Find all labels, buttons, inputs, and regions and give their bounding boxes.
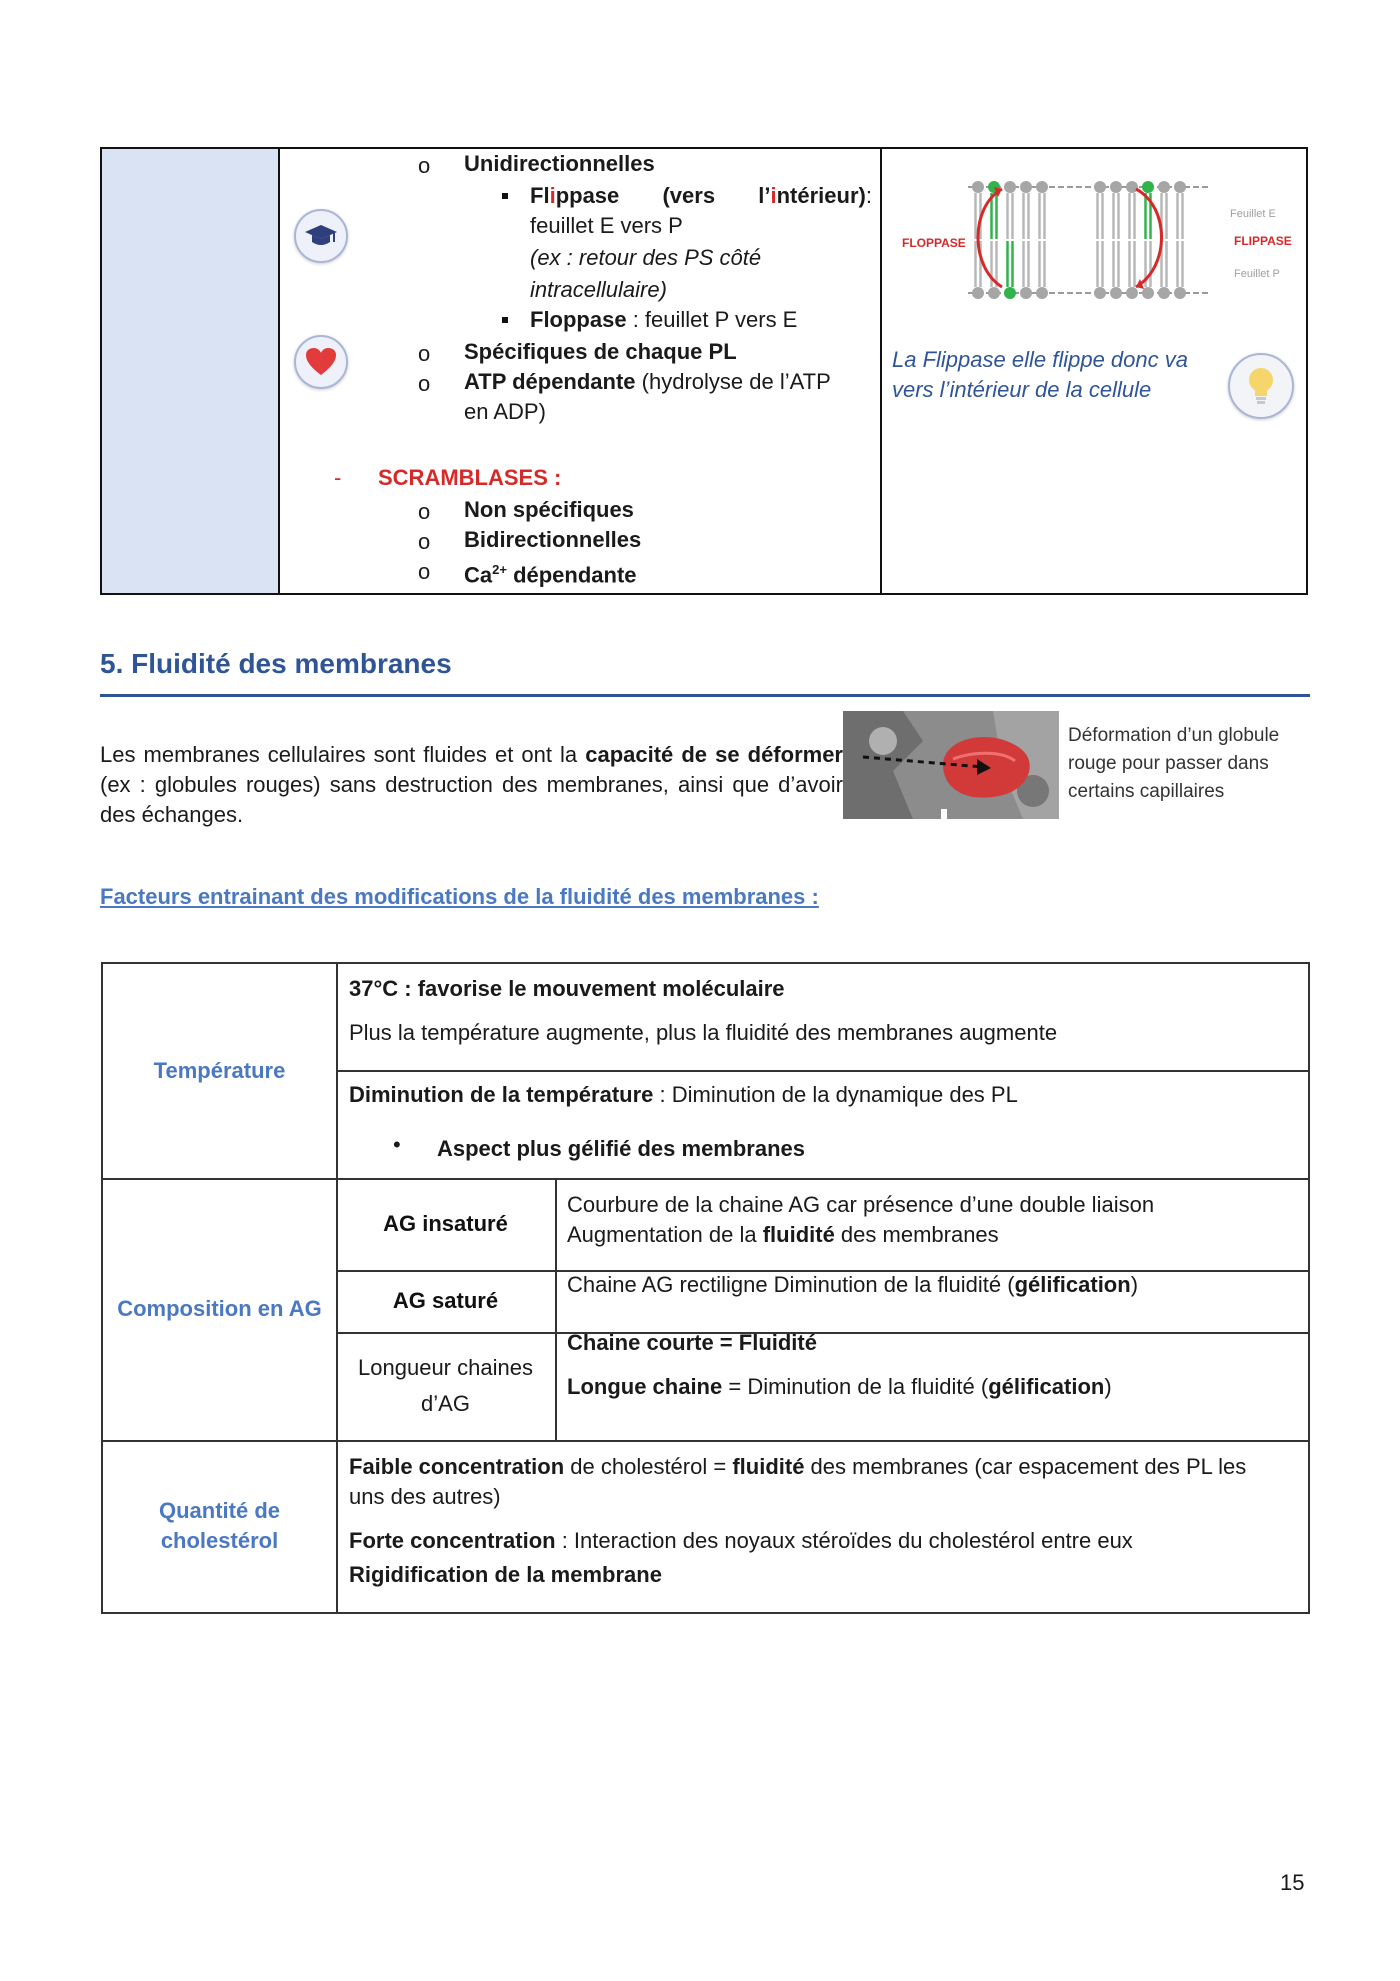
ag-insature-line-2: Augmentation de la fluidité des membranes bbox=[567, 1222, 999, 1247]
chaine-courte: Chaine courte = Fluidité bbox=[567, 1330, 817, 1355]
table-divider bbox=[555, 1178, 557, 1440]
lipid-head bbox=[1174, 287, 1186, 299]
lipid-head bbox=[1126, 287, 1138, 299]
flippase-floppase-diagram bbox=[890, 177, 1306, 307]
cholesterol-rigid: Rigidification de la membrane bbox=[349, 1562, 662, 1587]
bullet-o: o bbox=[418, 153, 431, 178]
bullet-o: o bbox=[418, 341, 431, 366]
row-label-composition: Composition en AG bbox=[117, 1296, 322, 1321]
lipid-head bbox=[1036, 181, 1048, 193]
longueur-label: Longueur chaines d’AG bbox=[358, 1355, 533, 1416]
cholesterol-forte: Forte concentration : Interaction des noyaux stéroïdes du cholestérol entre eux bbox=[349, 1528, 1133, 1553]
factors-heading: Facteurs entrainant des modifications de la fluidité des membranes : bbox=[100, 884, 819, 909]
atp-line: ATP dépendante (hydrolyse de l’ATP bbox=[464, 369, 831, 394]
enzyme-table bbox=[100, 147, 1308, 595]
diagram-floppase-label: FLOPPASE bbox=[902, 236, 966, 250]
lipid-head bbox=[1036, 287, 1048, 299]
diagram-feuillet-e: Feuillet E bbox=[1230, 208, 1276, 220]
tip-line-2: vers l’intérieur de la cellule bbox=[892, 377, 1152, 402]
lipid-head bbox=[1004, 287, 1016, 299]
flippase-desc: feuillet E vers P bbox=[530, 213, 683, 238]
tip-line-1: La Flippase elle flippe donc va bbox=[892, 347, 1188, 372]
atp-line-2: en ADP) bbox=[464, 399, 546, 424]
dash-bullet: - bbox=[334, 465, 342, 490]
square-bullet bbox=[502, 193, 508, 199]
lipid-head bbox=[1020, 287, 1032, 299]
lipid-head bbox=[972, 181, 984, 193]
unidirectionnelles-label: Unidirectionnelles bbox=[464, 151, 655, 176]
floppase-line: Floppase : feuillet P vers E bbox=[530, 307, 798, 332]
cholesterol-faible: Faible concentration de cholestérol = fluidité des membranes (car espacement des PL les uns des autres) bbox=[349, 1454, 1247, 1509]
bullet-o: o bbox=[418, 499, 431, 524]
title-underline bbox=[100, 694, 1310, 697]
lipid-head bbox=[1158, 181, 1170, 193]
row-label-temperature: Température bbox=[153, 1058, 286, 1083]
scramblases-title: SCRAMBLASES : bbox=[378, 465, 562, 490]
lipid-head bbox=[1126, 181, 1138, 193]
table-divider bbox=[336, 1070, 1310, 1072]
chaine-longue: Longue chaine = Diminution de la fluidité (gélification) bbox=[567, 1374, 1112, 1399]
lipid-head bbox=[1110, 287, 1122, 299]
red-blood-cell-image bbox=[843, 711, 1059, 819]
lightbulb-icon bbox=[1228, 353, 1294, 419]
temperature-37: 37°C : favorise le mouvement moléculaire bbox=[349, 976, 785, 1001]
diagram-flippase-label: FLIPPASE bbox=[1234, 234, 1292, 248]
lipid-head bbox=[972, 287, 984, 299]
ag-sature-label: AG saturé bbox=[392, 1288, 499, 1313]
page-number: 15 bbox=[1280, 1870, 1305, 1895]
flippase-example-2: intracellulaire) bbox=[530, 277, 667, 302]
graduation-cap-icon bbox=[294, 209, 348, 263]
specifiques-label: Spécifiques de chaque PL bbox=[464, 339, 737, 364]
row-label-cholesterol: Quantité de cholestérol bbox=[158, 1498, 280, 1553]
lipid-head bbox=[1094, 287, 1106, 299]
factors-table bbox=[101, 962, 1310, 1614]
bidirectionnelles-label: Bidirectionnelles bbox=[464, 527, 642, 552]
calcium-label: $Ca^{2+}$ dépendante bbox=[464, 562, 637, 588]
flippase-example: (ex : retour des PS côté bbox=[530, 245, 762, 270]
bullet-o: o bbox=[418, 371, 431, 396]
ag-insature-label: AG insaturé bbox=[383, 1211, 508, 1236]
image-caption: Déformation d’un globule rouge pour passer dans certains capillaires bbox=[1068, 725, 1280, 802]
section-title: 5. Fluidité des membranes bbox=[100, 648, 452, 679]
table-content-column bbox=[280, 149, 882, 593]
table-side-column bbox=[102, 149, 280, 593]
lipid-head bbox=[1142, 181, 1154, 193]
temperature-effect: Plus la température augmente, plus la fluidité des membranes augmente bbox=[349, 1020, 1058, 1045]
non-specifiques-label: Non spécifiques bbox=[464, 497, 634, 522]
lipid-head bbox=[1094, 181, 1106, 193]
lipid-head bbox=[1174, 181, 1186, 193]
bullet-dot: • bbox=[393, 1132, 401, 1157]
flippase-line: Flippase (vers l’intérieur): bbox=[530, 183, 872, 208]
table-illustration-column bbox=[882, 149, 1306, 593]
lipid-head bbox=[1020, 181, 1032, 193]
temperature-gel: Aspect plus gélifié des membranes bbox=[437, 1136, 806, 1161]
temperature-decrease: Diminution de la température : Diminution de la dynamique des PL bbox=[349, 1082, 1018, 1107]
diagram-feuillet-p: Feuillet P bbox=[1234, 268, 1280, 280]
intro-paragraph: Les membranes cellulaires sont fluides et ont la capacité de se déformer (ex : globules rouges) sans destruction des membranes, ainsi que d’avoir des échanges. bbox=[100, 742, 843, 827]
ag-sature-text: Chaine AG rectiligne Diminution de la fluidité (gélification) bbox=[567, 1272, 1139, 1297]
lipid-head bbox=[988, 287, 1000, 299]
lipid-head bbox=[1158, 287, 1170, 299]
lipid-head bbox=[1110, 181, 1122, 193]
square-bullet bbox=[502, 317, 508, 323]
bullet-o: o bbox=[418, 529, 431, 554]
heart-icon bbox=[294, 335, 348, 389]
ag-insature-line-1: Courbure de la chaine AG car présence d’une double liaison bbox=[567, 1192, 1155, 1217]
bullet-o: o bbox=[418, 559, 431, 584]
lipid-head bbox=[1004, 181, 1016, 193]
